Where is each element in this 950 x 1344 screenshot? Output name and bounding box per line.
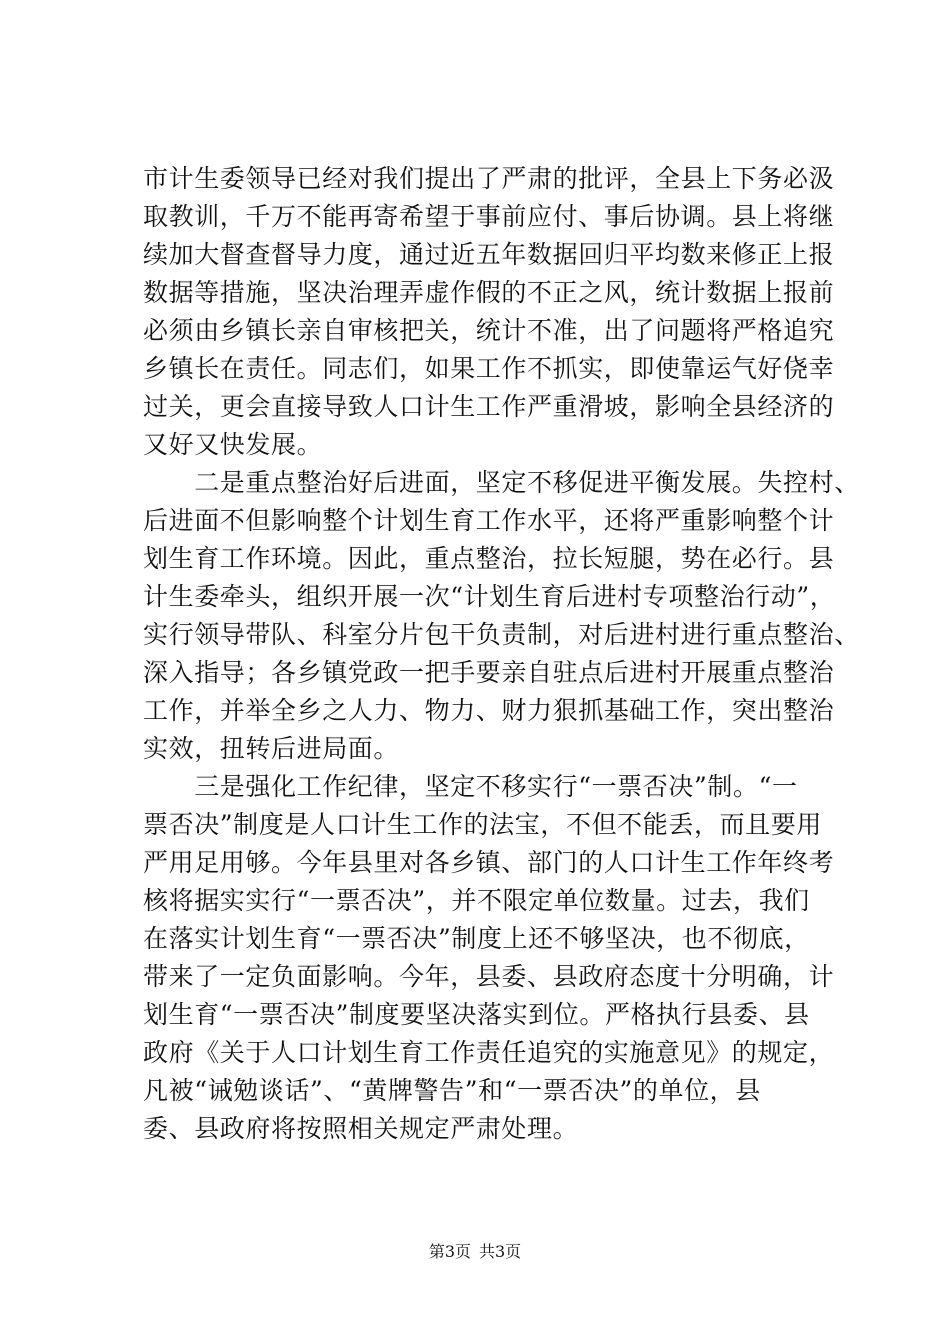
text-line: 过关，更会直接导致人口计生工作严重滑坡，影响全县经济的 <box>143 392 835 421</box>
text-line: 实效，扭转后进局面。 <box>143 734 400 763</box>
page-total: 共3页 <box>479 1242 522 1261</box>
text-line: 实行领导带队、科室分片包干负责制，对后进村进行重点整治、 <box>143 620 860 649</box>
text-line: 委、县政府将按照相关规定严肃处理。 <box>143 1114 579 1143</box>
text-line: 划生育“一票否决”制度要坚决落实到位。严格执行县委、县 <box>143 1000 810 1029</box>
text-line: 三是强化工作纪律，坚定不移实行“一票否决”制。“一 <box>143 772 798 801</box>
text-line: 续加大督查督导力度，通过近五年数据回归平均数来修正上报 <box>143 240 835 269</box>
text-line: 深入指导；各乡镇党政一把手要亲自驻点后进村开展重点整治 <box>143 658 835 687</box>
text-line: 带来了一定负面影响。今年，县委、县政府态度十分明确，计 <box>143 962 835 991</box>
text-line: 二是重点整治好后进面，坚定不移促进平衡发展。失控村、 <box>143 468 860 497</box>
document-body <box>143 160 860 1148</box>
text-line: 计生委牵头，组织开展一次“计划生育后进村专项整治行动”， <box>143 582 836 611</box>
text-line: 政府《关于人口计划生育工作责任追究的实施意见》的规定， <box>143 1038 835 1067</box>
text-line: 市计生委领导已经对我们提出了严肃的批评，全县上下务必汲 <box>143 164 835 193</box>
text-line: 核将据实实行“一票否决”，并不限定单位数量。过去，我们 <box>143 886 810 915</box>
text-line: 严用足用够。今年县里对各乡镇、部门的人口计生工作年终考 <box>143 848 835 877</box>
text-line: 后进面不但影响整个计划生育工作水平，还将严重影响整个计 <box>143 506 835 535</box>
text-line: 必须由乡镇长亲自审核把关，统计不准，出了问题将严格追究 <box>143 316 835 345</box>
text-line: 在落实计划生育“一票否决”制度上还不够坚决，也不彻底， <box>143 924 810 953</box>
page-number: 第3页 <box>428 1242 471 1261</box>
page-footer <box>0 1241 950 1263</box>
text-line: 票否决”制度是人口计生工作的法宝，不但不能丢，而且要用 <box>143 810 822 839</box>
text-line: 数据等措施，坚决治理弄虚作假的不正之风，统计数据上报前 <box>143 278 835 307</box>
text-line: 工作，并举全乡之人力、物力、财力狠抓基础工作，突出整治 <box>143 696 835 725</box>
text-line: 凡被“诫勉谈话”、“黄牌警告”和“一票否决”的单位，县 <box>143 1076 761 1105</box>
text-line: 又好又快发展。 <box>143 430 323 459</box>
text-line: 取教训，千万不能再寄希望于事前应付、事后协调。县上将继 <box>143 202 835 231</box>
text-line: 乡镇长在责任。同志们，如果工作不抓实，即使靠运气好侥幸 <box>143 354 835 383</box>
text-line: 划生育工作环境。因此，重点整治，拉长短腿，势在必行。县 <box>143 544 835 573</box>
